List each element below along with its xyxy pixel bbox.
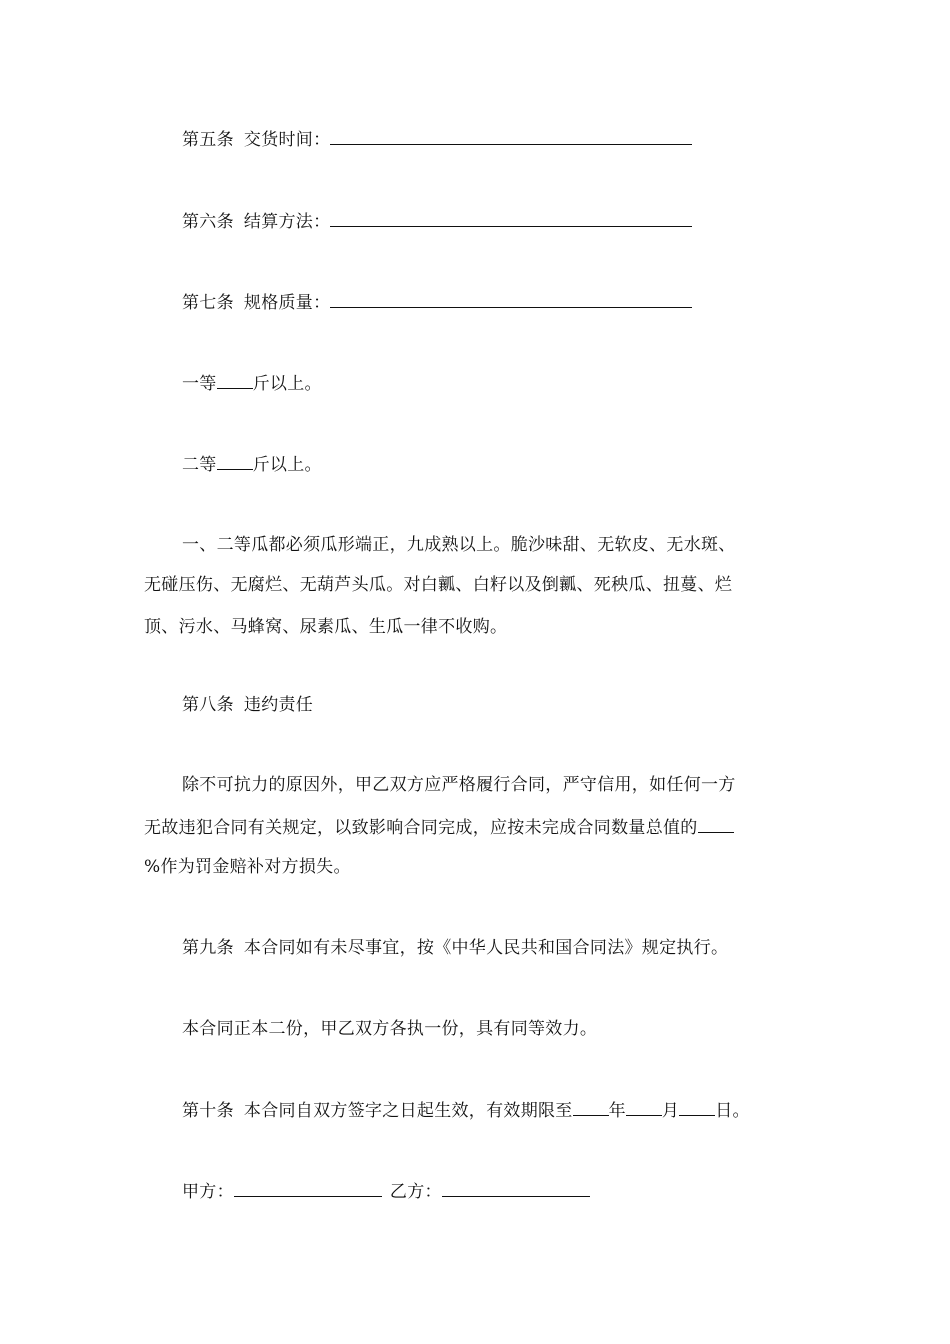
article-text: 本合同如有未尽事宜，按《中华人民共和国合同法》规定执行。 — [243, 938, 729, 958]
article-label: 规格质量： — [243, 293, 331, 313]
article-label: 交货时间： — [243, 130, 331, 150]
article-6-settlement-method — [144, 210, 838, 232]
quality-paragraph-line-2: 无碰压伤、无腐烂、无葫芦头瓜。对白瓤、白籽以及倒瓤、死秧瓜、扭蔓、烂 — [144, 575, 733, 595]
quality-paragraph-line-3: 顶、污水、马蜂窝、尿素瓜、生瓜一律不收购。 — [144, 617, 508, 637]
signature-line — [144, 1180, 838, 1202]
article-10-validity — [144, 1099, 838, 1121]
grade-label: 二等 — [182, 455, 217, 475]
fill-blank — [330, 291, 692, 308]
fill-blank-day — [679, 1099, 715, 1116]
grade-1 — [144, 372, 838, 394]
grade-text: 斤以上。 — [252, 455, 322, 475]
party-b-label: 乙方： — [389, 1182, 442, 1202]
fill-blank — [698, 816, 734, 833]
fill-blank-year — [573, 1099, 609, 1116]
article-5-delivery-time — [144, 128, 838, 150]
breach-paragraph-line-2 — [144, 816, 800, 838]
fill-blank — [330, 128, 692, 145]
article-9-unresolved-matters — [144, 938, 838, 958]
breach-text: 无故违犯合同有关规定，以致影响合同完成，应按未完成合同数量总值的 — [144, 818, 698, 838]
quality-paragraph-line-1: 一、二等瓜都必须瓜形端正，九成熟以上。脆沙味甜、无软皮、无水斑、 — [182, 535, 736, 555]
grade-2 — [144, 453, 838, 475]
party-a-label: 甲方： — [182, 1182, 234, 1202]
day-label: 日。 — [715, 1101, 750, 1121]
grade-text: 斤以上。 — [252, 374, 322, 394]
fill-blank — [217, 453, 253, 470]
year-label: 年 — [608, 1101, 626, 1121]
grade-label: 一等 — [182, 374, 217, 394]
article-number: 第七条 — [182, 293, 234, 313]
article-label: 违约责任 — [243, 695, 314, 715]
fill-blank — [330, 210, 692, 227]
breach-paragraph-line-1: 除不可抗力的原因外，甲乙双方应严格履行合同，严守信用，如任何一方 — [182, 775, 736, 795]
article-label: 结算方法： — [243, 212, 331, 232]
article-number: 第八条 — [182, 695, 234, 715]
article-number: 第五条 — [182, 130, 234, 150]
copies-statement: 本合同正本二份，甲乙双方各执一份，具有同等效力。 — [182, 1019, 598, 1039]
breach-paragraph-line-3: %作为罚金赔补对方损失。 — [144, 857, 351, 877]
article-text: 本合同自双方签字之日起生效，有效期限至 — [243, 1101, 573, 1121]
month-label: 月 — [661, 1101, 680, 1121]
party-a-signature-blank — [234, 1180, 382, 1197]
article-number: 第六条 — [182, 212, 234, 232]
article-number: 第十条 — [182, 1101, 234, 1121]
article-number: 第九条 — [182, 938, 234, 958]
article-7-specification-quality — [144, 291, 838, 313]
fill-blank — [217, 372, 253, 389]
fill-blank-month — [626, 1099, 662, 1116]
party-b-signature-blank — [442, 1180, 590, 1197]
article-8-breach-liability — [144, 695, 838, 715]
